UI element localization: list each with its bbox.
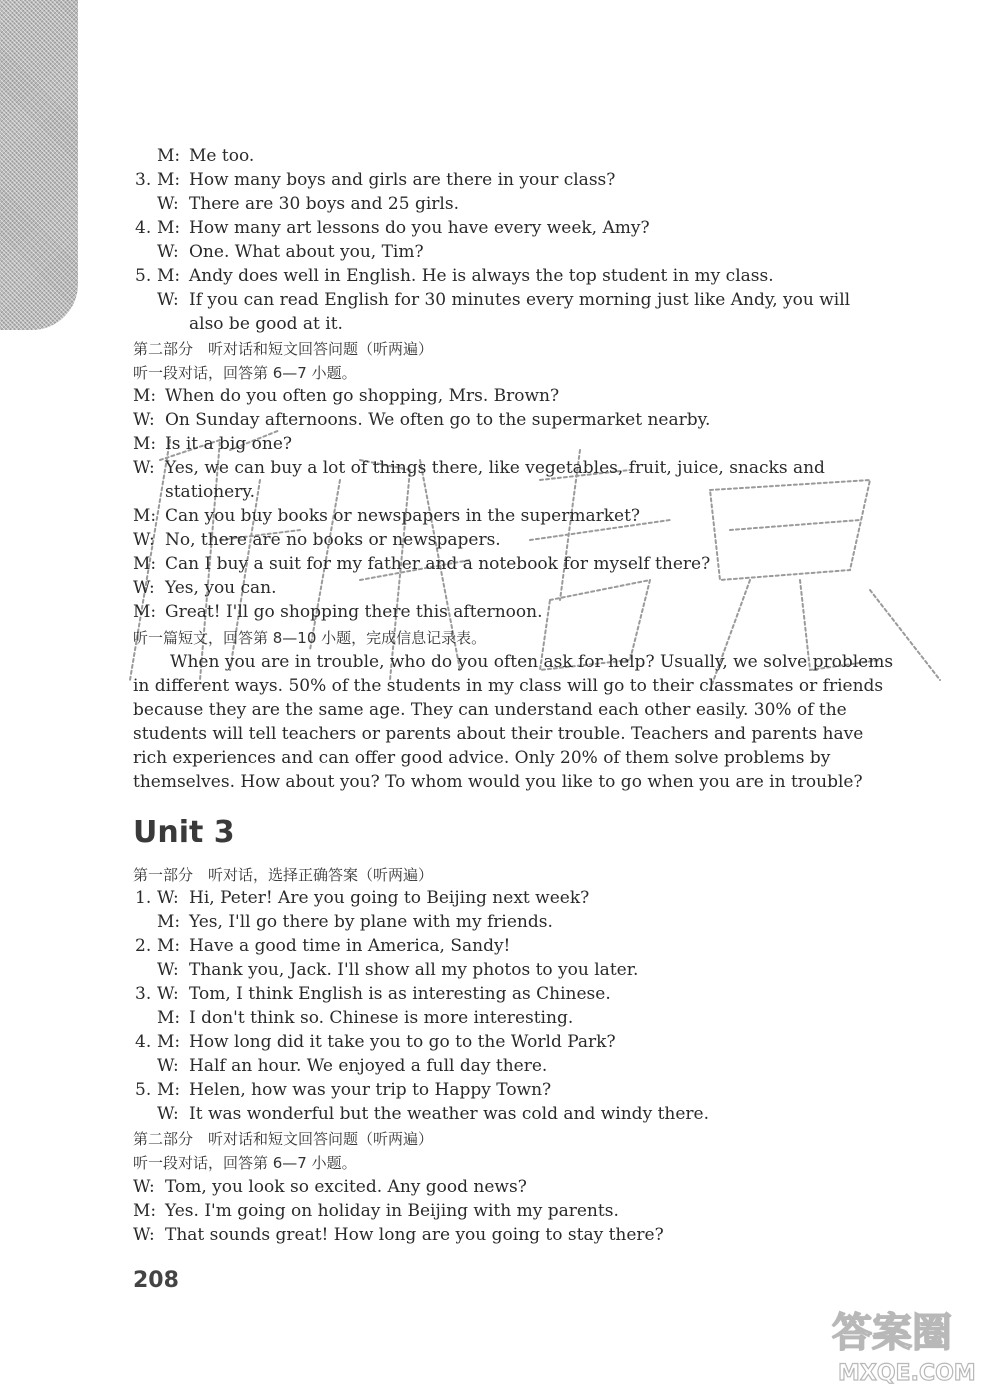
dialogue-line: W: No, there are no books or newspapers. <box>133 530 501 550</box>
passage-line: in different ways. 50% of the students in my class will go to their classmates or friends <box>133 676 884 696</box>
dialogue-line: M: Yes. I'm going on holiday in Beijing with my parents. <box>133 1201 619 1221</box>
question-3: 3. W: Tom, I think English is as interesting as Chinese. <box>135 984 611 1004</box>
dialogue-line: W: That sounds great! How long are you going to stay there? <box>133 1225 664 1245</box>
question-1: 1. W: Hi, Peter! Are you going to Beijing next week? <box>135 888 590 908</box>
passage-line: themselves. How about you? To whom would you like to go when you are in trouble? <box>133 772 863 792</box>
question-5: 5. M: Helen, how was your trip to Happy Town? <box>135 1080 552 1100</box>
dialogue-line: M: Great! I'll go shopping there this afternoon. <box>133 602 543 622</box>
dialogue-line: W: There are 30 boys and 25 girls. <box>157 194 459 214</box>
dialogue-line: W: Thank you, Jack. I'll show all my photos to you later. <box>157 960 639 980</box>
dialogue-line: W: It was wonderful but the weather was cold and windy there. <box>157 1104 710 1124</box>
question-5: 5. M: Andy does well in English. He is always the top student in my class. <box>135 266 774 286</box>
instruction: 听一段对话，回答第 6—7 小题。 <box>133 1154 357 1172</box>
dialogue-line: W: Tom, you look so excited. Any good news? <box>133 1177 527 1197</box>
dialogue-line: W: On Sunday afternoons. We often go to the supermarket nearby. <box>133 410 711 430</box>
question-2: 2. M: Have a good time in America, Sandy! <box>135 936 511 956</box>
instruction: 听一段对话，回答第 6—7 小题。 <box>133 364 357 382</box>
watermark-logo <box>828 1302 988 1386</box>
dialogue-line: W: If you can read English for 30 minutes every morning just like Andy, you will <box>157 290 851 310</box>
instruction: 听一篇短文，回答第 8—10 小题，完成信息记录表。 <box>133 629 487 647</box>
side-tab-label <box>22 60 58 270</box>
logo-text: 答案圈 <box>832 1310 952 1356</box>
dialogue-line: W: Half an hour. We enjoyed a full day there. <box>157 1056 548 1076</box>
question-4: 4. M: How long did it take you to go to the World Park? <box>135 1032 616 1052</box>
question-4: 4. M: How many art lessons do you have every week, Amy? <box>135 218 650 238</box>
dialogue-line: W: Yes, you can. <box>133 578 277 598</box>
dialogue-line: M: When do you often go shopping, Mrs. Brown? <box>133 386 560 406</box>
dialogue-line: W: Yes, we can buy a lot of things there, like vegetables, fruit, juice, snacks and <box>133 458 825 478</box>
question-3: 3. M: How many boys and girls are there in your class? <box>135 170 616 190</box>
dialogue-continuation: also be good at it. <box>189 314 343 334</box>
dialogue-line: M: Can you buy books or newspapers in the supermarket? <box>133 506 641 526</box>
dialogue-line: W: One. What about you, Tim? <box>157 242 424 262</box>
dialogue-line: M: Is it a big one? <box>133 434 293 454</box>
side-tab <box>0 0 78 330</box>
section-heading: 第一部分 听对话，选择正确答案（听两遍） <box>133 866 434 884</box>
passage-line: When you are in trouble, who do you often ask for help? Usually, we solve problems <box>170 652 894 672</box>
dialogue-line: M: Can I buy a suit for my father and a notebook for myself there? <box>133 554 711 574</box>
passage-line: because they are the same age. They can understand each other easily. 30% of the <box>133 700 847 720</box>
logo-url: MXQE.COM <box>838 1361 976 1386</box>
unit-title: Unit 3 <box>133 815 235 850</box>
page-number: 208 <box>133 1268 179 1293</box>
passage-line: students will tell teachers or parents about their trouble. Teachers and parents have <box>133 724 864 744</box>
section-heading: 第二部分 听对话和短文回答问题（听两遍） <box>133 340 434 358</box>
section-heading: 第二部分 听对话和短文回答问题（听两遍） <box>133 1130 434 1148</box>
dialogue-continuation: stationery. <box>165 482 256 502</box>
dialogue-line: M: Yes, I'll go there by plane with my friends. <box>157 912 553 932</box>
passage-line: rich experiences and can offer good advice. Only 20% of them solve problems by <box>133 748 831 768</box>
dialogue-line: M: Me too. <box>157 146 255 166</box>
dialogue-line: M: I don't think so. Chinese is more interesting. <box>157 1008 574 1028</box>
